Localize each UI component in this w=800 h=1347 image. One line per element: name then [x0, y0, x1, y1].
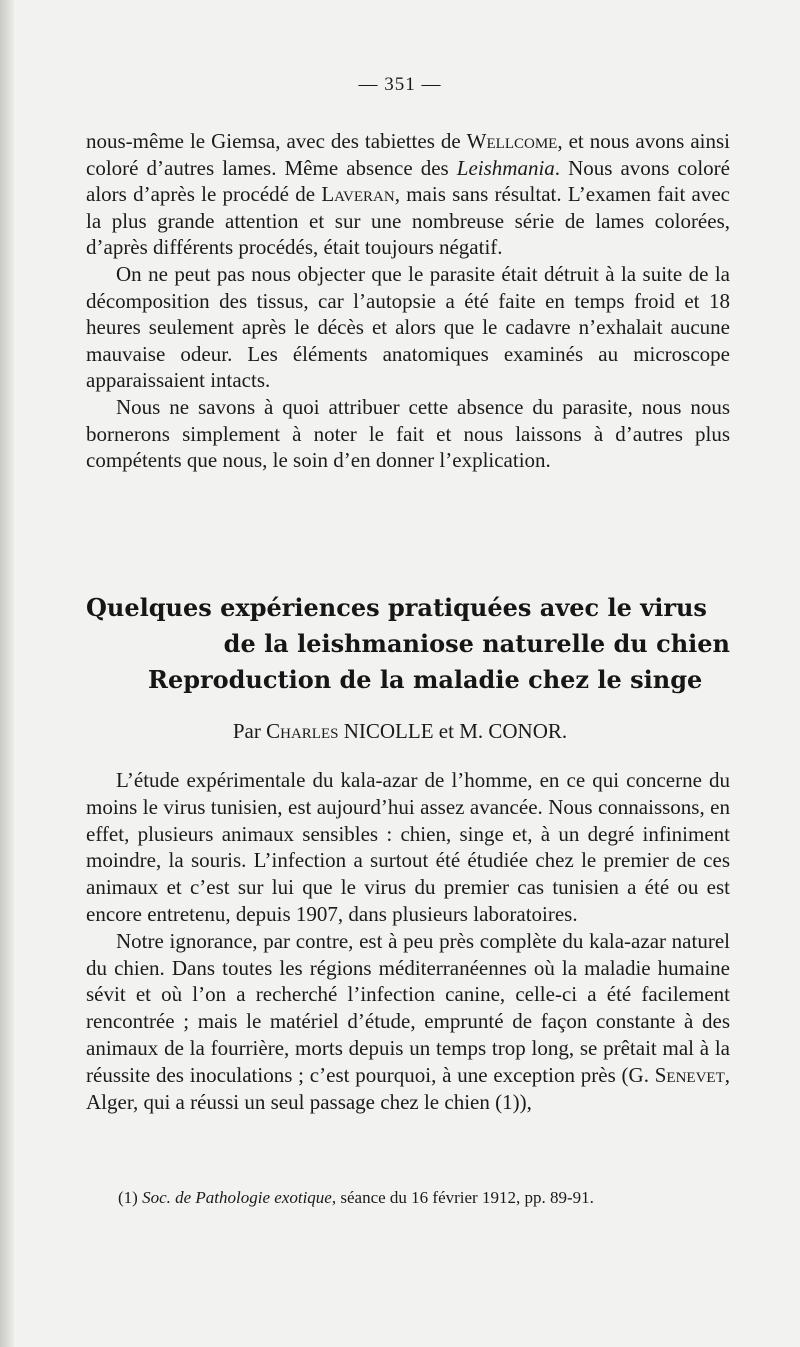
author-name: Laveran — [321, 182, 395, 207]
author-name: Wellcome — [466, 129, 558, 153]
footnote-source: Soc. de Pathologie exotique — [142, 1188, 332, 1207]
article-subtitle: Reproduction de la maladie chez le singe — [148, 665, 703, 694]
page-edge-shadow — [0, 0, 14, 1347]
footnote: (1) Soc. de Pathologie exotique, séance du 16 février 1912, pp. 89-91. — [118, 1188, 594, 1207]
article-title-line: de la leishmaniose naturelle du chien — [223, 629, 730, 658]
paragraph: Nous ne savons à quoi attribuer cette absence du parasite, nous nous bornerons simplement à noter le fait et nous laissons à d’autres plus compétents que nous, le soin d’en donner l’explication. — [86, 394, 730, 473]
paragraph: Notre ignorance, par contre, est à peu près complète du kala-azar naturel du chien. Dans toutes les régions méditerranéennes où la maladie humaine sévit et où l’on a recherché l’infection canine, celle-ci a été facilement rencontrée ; mais le matériel d’étude, emprunté de façon constante à des animaux de la fourrière, morts depuis un temps trop long, se prêtait mal à la réussite des inoculations ; c’est pourquoi, à une exception près (G. Senevet, Alger, qui a réussi un seul passage chez le chien (1)), — [86, 928, 730, 1114]
paragraph: L’étude expérimentale du kala-azar de l’homme, en ce qui concerne du moins le virus tunisien, est aujourd’hui assez avancée. Nous connaissons, en effet, plusieurs animaux sensibles : chien, singe et, à un degré infiniment moindre, la souris. L’infection a surtout été étudiée chez le premier de ces animaux et c’est sur lui que le virus du premier cas tunisien a été ou est encore entretenu, depuis 1907, dans plusieurs laboratoires. — [86, 768, 730, 926]
article-title — [86, 590, 730, 698]
author-name: Senevet — [654, 1062, 725, 1087]
previous-article-conclusion — [86, 128, 730, 474]
paragraph: nous-même le Giemsa, avec des tabiettes de Wellcome, et nous avons ainsi coloré d’autres lames. Même absence des Leishmania. Nous avons coloré alors d’après le procédé de Laveran, mais sans résultat. L’examen fait avec la plus grande attention et sur une nombreuse série de lames colorées, d’après différents procédés, était toujours négatif. — [86, 129, 730, 260]
paragraph: On ne peut pas nous objecter que le parasite était détruit à la suite de la décomposition des tissus, car l’autopsie a été faite en temps froid et 18 heures seulement après le décès et alors que le cadavre n’exhalait aucune mauvaise odeur. Les éléments anatomiques examinés au microscope apparaissaient intacts. — [86, 261, 730, 393]
article-title-line: Quelques expériences pratiquées avec le virus — [86, 593, 707, 622]
article-authors: Par Charles NICOLLE et M. CONOR. — [232, 719, 568, 743]
page-number: — 351 — — [358, 74, 442, 95]
article-body — [86, 767, 730, 1115]
genus-name: Leishmania — [456, 155, 555, 180]
